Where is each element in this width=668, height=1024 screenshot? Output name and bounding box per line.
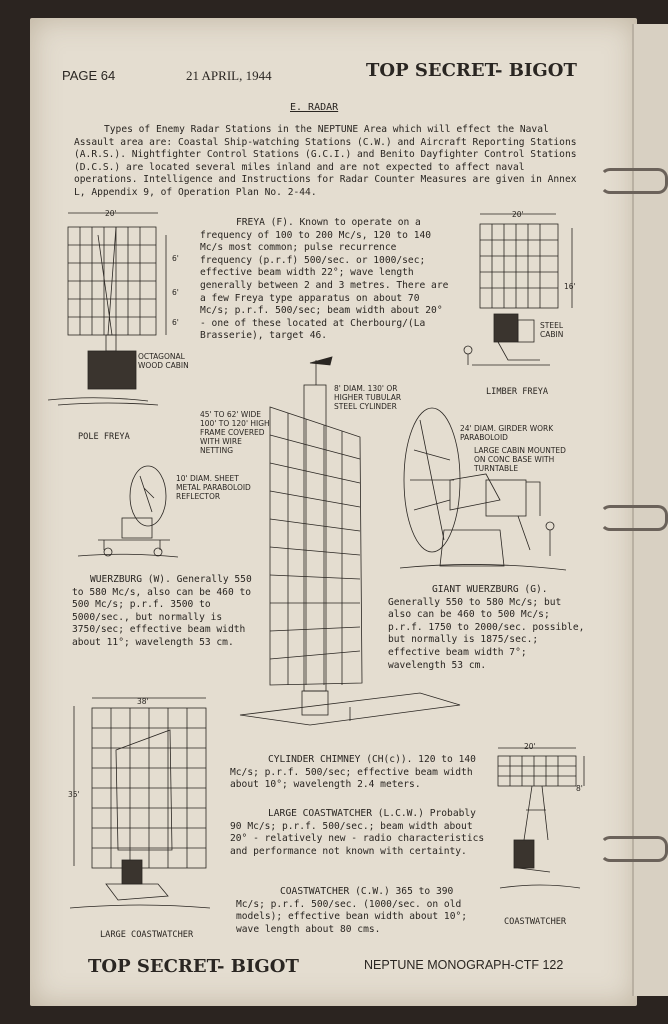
binder-ring	[600, 836, 668, 862]
chimney-frame-label: 45' TO 62' WIDE 100' TO 120' HIGH FRAME COVERED WITH WIRE NETTING	[200, 410, 270, 455]
classification-footer: TOP SECRET- BIGOT	[88, 956, 299, 977]
monograph-footer: NEPTUNE MONOGRAPH-CTF 122	[364, 958, 564, 972]
pole-freya-drawing	[38, 205, 198, 415]
wuerzburg-drawing	[74, 462, 184, 562]
large-coastwatcher-description: LARGE COASTWATCHER (L.C.W.) Probably 90 Mc/s; p.r.f. 500/sec.; beam width about 20° - relatively new - radio characteristics and performance not known with certainty.	[230, 808, 485, 857]
pole-freya-dim: 6'	[172, 254, 179, 263]
limber-freya-cabin-label: STEEL CABIN	[540, 321, 564, 339]
large-coastwatcher-caption: LARGE COASTWATCHER	[100, 930, 194, 940]
chimney-cylinder-label: 8' DIAM. 130' OR HIGHER TUBULAR STEEL CYLINDER	[334, 384, 402, 411]
page-number: PAGE 64	[62, 68, 116, 83]
section-title: E. RADAR	[290, 102, 339, 113]
intro-paragraph: Types of Enemy Radar Stations in the NEPTUNE Area which will effect the Naval Assault area are: Coastal Ship-watching Stations (C.W.) and Aircraft Reporting Stations (A.R.S.). Nightfighter Control Stations (G.C.I.) and Benito Dayfighter Control Stations (D.C.S.) are located several miles inland and are not expected to affect naval operations. Intelligence and Instructions for Radar Counter Measures are given in Annex L, Appendix 9, of Operation Plan No. 2-44.	[74, 124, 577, 198]
cylinder-chimney-description: CYLINDER CHIMNEY (CH(c)). 120 to 140 Mc/s; p.r.f. 500/sec; effective beam width about 10°; wavelength 2.4 meters.	[230, 754, 476, 791]
pole-freya-caption: POLE FREYA	[78, 432, 130, 442]
giant-wuerzburg-girder-label: 24' DIAM. GIRDER WORK PARABOLOID	[460, 424, 554, 442]
pole-freya-dim: 6'	[172, 288, 179, 297]
binder-ring	[600, 168, 668, 194]
coastwatcher-height: 8'	[576, 784, 583, 793]
coastwatcher-width: 20'	[524, 742, 536, 751]
giant-wuerzburg-cabin-label: LARGE CABIN MOUNTED ON CONC BASE WITH TURNTABLE	[474, 446, 566, 473]
giant-wuerzburg-description: GIANT WUERZBURG (G). Generally 550 to 580 Mc/s; but also can be 460 to 500 Mc/s; p.r.f. 1750 to 2000/sec. possible, but normally is 1875/sec.; effective beam width 7°; wavelength 53 cm.	[388, 584, 585, 671]
classification-header: TOP SECRET- BIGOT	[366, 60, 577, 81]
limber-freya-height: 16'	[564, 282, 576, 291]
coastwatcher-caption: COASTWATCHER	[504, 917, 567, 927]
wuerzburg-description: WUERZBURG (W). Generally 550 to 580 Mc/s, also can be 460 to 500 Mc/s; p.r.f. 3500 to 5000/sec., but normally is 3750/sec; effective beam width about 11°; wavelength 53 cm.	[72, 574, 252, 648]
wuerzburg-reflector-label: 10' DIAM. SHEET METAL PARABOLOID REFLECTOR	[176, 474, 251, 501]
pole-freya-cabin-label: OCTAGONAL WOOD CABIN	[138, 352, 189, 370]
page-date: 21 APRIL, 1944	[186, 68, 272, 83]
freya-description: FREYA (F). Known to operate on a frequency of 100 to 200 Mc/s, 120 to 140 Mc/s most common; pulse recurrence frequency (p.r.f) 500/sec. or 1000/sec; effective beam width 22°; wave length generally between 2 and 3 metres. There are a few Freya type apparatus on about 70 Mc/s; p.r.f. 500/sec; beam width about 20° - one of these located at Cherbourg/(La Brasserie), target 46.	[200, 217, 449, 342]
coastwatcher-description: COASTWATCHER (C.W.) 365 to 390 Mc/s; p.r.f. 500/sec. (1000/sec. on old models); effective bean width about 10°; wave length about 80 cms.	[236, 886, 468, 935]
pole-freya-dim: 6'	[172, 318, 179, 327]
large-coastwatcher-drawing	[60, 690, 220, 920]
limber-freya-caption: LIMBER FREYA	[486, 387, 549, 397]
coastwatcher-drawing	[490, 740, 590, 900]
limber-freya-width: 20'	[512, 210, 524, 219]
large-coastwatcher-height: 35'	[68, 790, 80, 799]
binder-ring	[600, 505, 668, 531]
pole-freya-width: 20'	[105, 209, 117, 218]
large-coastwatcher-width: 38'	[137, 697, 149, 706]
limber-freya-drawing	[460, 210, 590, 380]
